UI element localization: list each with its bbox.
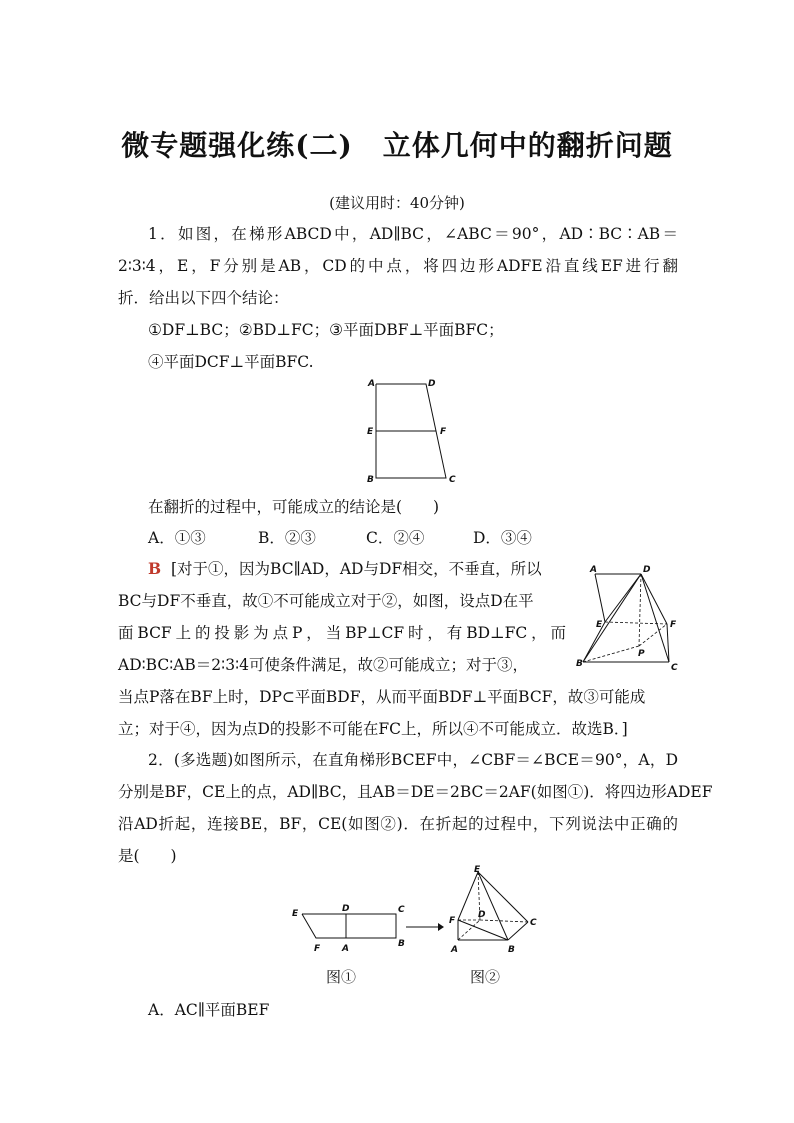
- fig1-label-e: E: [292, 909, 299, 919]
- fig2-label-b: B: [508, 945, 515, 955]
- fig-label-a: A: [590, 565, 597, 575]
- q1-question: 在翻折的过程中，可能成立的结论是( ): [148, 498, 440, 516]
- arrow-icon: [404, 920, 444, 934]
- title-main: 微专题强化练(二): [121, 129, 353, 162]
- q1-line-5: ④平面DCF⊥平面BFC.: [148, 353, 314, 371]
- time-note: (建议用时：40分钟): [329, 194, 465, 212]
- fig-label-e: E: [367, 427, 374, 437]
- sol1-line-5: 当点P落在BF上时，DP⊂平面BDF，从而平面BDF⊥平面BCF，故③可能成: [118, 688, 646, 706]
- fig2-label-c: C: [530, 918, 537, 928]
- fig2-label-e: E: [474, 865, 481, 875]
- fig-label-a: A: [368, 379, 375, 389]
- title-sub: 立体几何中的翻折问题: [382, 129, 673, 162]
- sol1-line-3: 面BCF上的投影为点P，当BP⊥CF时，有BD⊥FC，而: [118, 624, 566, 642]
- option-a[interactable]: A．①③: [148, 529, 206, 547]
- sol1-text-1: [对于①，因为BC∥AD，AD与DF相交，不垂直，所以: [170, 560, 542, 578]
- option-c[interactable]: C．②④: [366, 529, 425, 547]
- q1-line-1: 1．如图，在梯形ABCD中，AD∥BC，∠ABC＝90°，AD∶BC∶AB＝: [148, 225, 678, 243]
- q2-line-3: 沿AD折起，连接BE，BF，CE(如图②)．在折起的过程中，下列说法中正确的: [118, 815, 678, 833]
- option-d[interactable]: D．③④: [473, 529, 532, 547]
- q1-line-2: 2∶3∶4，E，F分别是AB，CD的中点，将四边形ADFE沿直线EF进行翻: [118, 257, 678, 275]
- folded-solid-figure: [575, 560, 685, 675]
- fig1-label-b: B: [398, 939, 405, 949]
- fig-label-p: P: [638, 649, 645, 659]
- sol1-line-1: [148, 557, 568, 579]
- fig1-label-f: F: [314, 944, 321, 954]
- fig1-label-a: A: [342, 944, 349, 954]
- sol1-line-2: BC与DF不垂直，故①不可能成立对于②，如图，设点D在平: [118, 592, 534, 610]
- fig-label-c: C: [449, 475, 456, 485]
- fig1-label-c: C: [398, 905, 405, 915]
- fig1-label-d: D: [342, 904, 350, 914]
- q1-line-4: ①DF⊥BC；②BD⊥FC；③平面DBF⊥平面BFC；: [148, 321, 504, 339]
- fig2-label-a: A: [451, 945, 458, 955]
- fig-label-d: D: [428, 379, 436, 389]
- fig-label-e: E: [596, 620, 603, 630]
- sol1-line-6: 立；对于④，因为点D的投影不可能在FC上，所以④不可能成立．故选B．]: [118, 720, 628, 738]
- q2-option-a[interactable]: A．AC∥平面BEF: [148, 1001, 270, 1019]
- figure-1: [288, 898, 412, 958]
- fig2-label-d: D: [478, 910, 486, 920]
- q1-line-3: 折．给出以下四个结论：: [118, 289, 289, 307]
- fig-label-f: F: [670, 620, 677, 630]
- fig-label-b: B: [367, 475, 374, 485]
- trapezoid-figure: [360, 376, 470, 486]
- fig-label-b: B: [576, 659, 583, 669]
- page-title: [0, 124, 794, 164]
- option-b[interactable]: B．②③: [258, 529, 316, 547]
- fig-label-f: F: [440, 427, 447, 437]
- fig-label-c: C: [671, 663, 678, 673]
- caption-figure-1: 图①: [326, 968, 357, 986]
- sol1-line-4: AD∶BC∶AB＝2∶3∶4可使条件满足，故②可能成立；对于③，: [118, 656, 528, 674]
- q2-line-4: 是( ): [118, 847, 177, 865]
- q2-line-1: 2．(多选题)如图所示，在直角梯形BCEF中，∠CBF＝∠BCE＝90°，A，D: [148, 751, 678, 769]
- caption-figure-2: 图②: [470, 968, 501, 986]
- answer-badge: B: [148, 559, 162, 578]
- fig-label-d: D: [643, 565, 651, 575]
- fig2-label-f: F: [449, 916, 456, 926]
- figure-2: [442, 862, 542, 958]
- q2-line-2: 分别是BF，CE上的点，AD∥BC，且AB＝DE＝2BC＝2AF(如图①)．将四边形ADEF: [118, 783, 713, 801]
